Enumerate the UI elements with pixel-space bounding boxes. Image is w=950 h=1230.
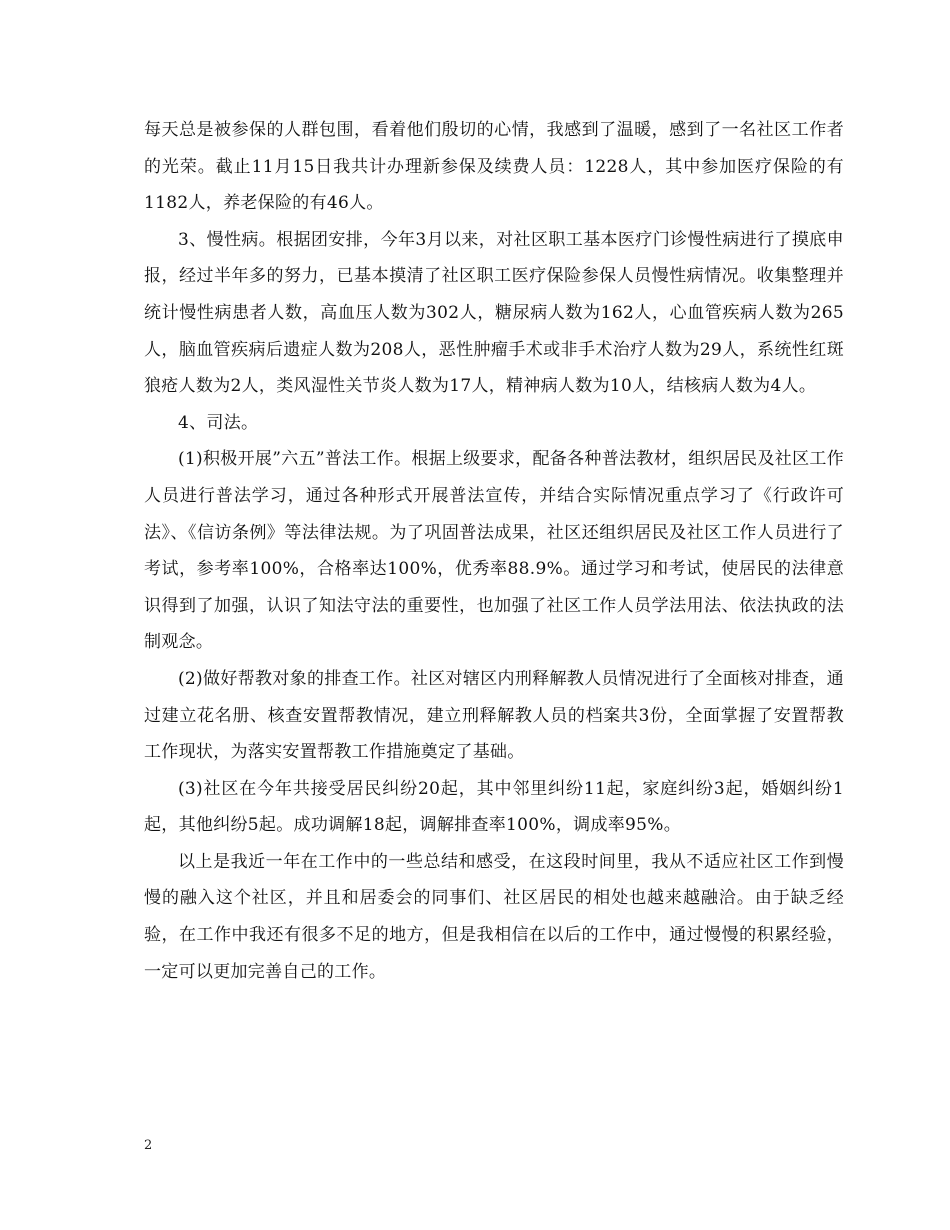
- page-number: 2: [144, 1138, 153, 1153]
- paragraph-disputes: (3)社区在今年共接受居民纠纷20起，其中邻里纠纷11起，家庭纠纷3起，婚姻纠纷1起，其他纠纷5起。成功调解18起，调解排查率100%，调成率95%。: [144, 778, 844, 836]
- document-body: [144, 112, 844, 990]
- paragraph-legal-education: (1)积极开展”六五”普法工作。根据上级要求，配备各种普法教材，组织居民及社区工作人员进行普法学习，通过各种形式开展普法宣传，并结合实际情况重点学习了《行政许可法》、《信访条例》等法律法规。为了巩固普法成果，社区还组织居民及社区工作人员进行了考试，参考率100%，合格率达100%，优秀率88.9%。通过学习和考试，使居民的法律意识得到了加强，认识了知法守法的重要性，也加强了社区工作人员学法用法、依法执政的法制观念。: [144, 449, 844, 653]
- paragraph-conclusion: 以上是我近一年在工作中的一些总结和感受，在这段时间里，我从不适应社区工作到慢慢的融入这个社区，并且和居委会的同事们、社区居民的相处也越来越融洽。由于缺乏经验，在工作中我还有很多不足的地方，但是我相信在以后的工作中，通过慢慢的积累经验，一定可以更加完善自己的工作。: [144, 851, 844, 982]
- paragraph-chronic-disease: 3、慢性病。根据团安排，今年3月以来，对社区职工基本医疗门诊慢性病进行了摸底申报，经过半年多的努力，已基本摸清了社区职工医疗保险参保人员慢性病情况。收集整理并统计慢性病患者人数，高血压人数为302人，糖尿病人数为162人，心血管疾病人数为265人，脑血管疾病后遗症人数为208人，恶性肿瘤手术或非手术治疗人数为29人，系统性红斑狼疮人数为2人，类风湿性关节炎人数为17人，精神病人数为10人，结核病人数为4人。: [144, 229, 844, 397]
- paragraph-rehabilitation: (2)做好帮教对象的排查工作。社区对辖区内刑释解教人员情况进行了全面核对排查，通过建立花名册、核查安置帮教情况，建立刑释解教人员的档案共3份，全面掌握了安置帮教工作现状，为落实安置帮教工作措施奠定了基础。: [144, 668, 844, 763]
- paragraph-continuation: 每天总是被参保的人群包围，看着他们殷切的心情，我感到了温暖，感到了一名社区工作者的光荣。截止11月15日我共计办理新参保及续费人员：1228人，其中参加医疗保险的有1182人，养老保险的有46人。: [144, 120, 844, 214]
- section-heading-judicial: 4、司法。: [178, 412, 259, 433]
